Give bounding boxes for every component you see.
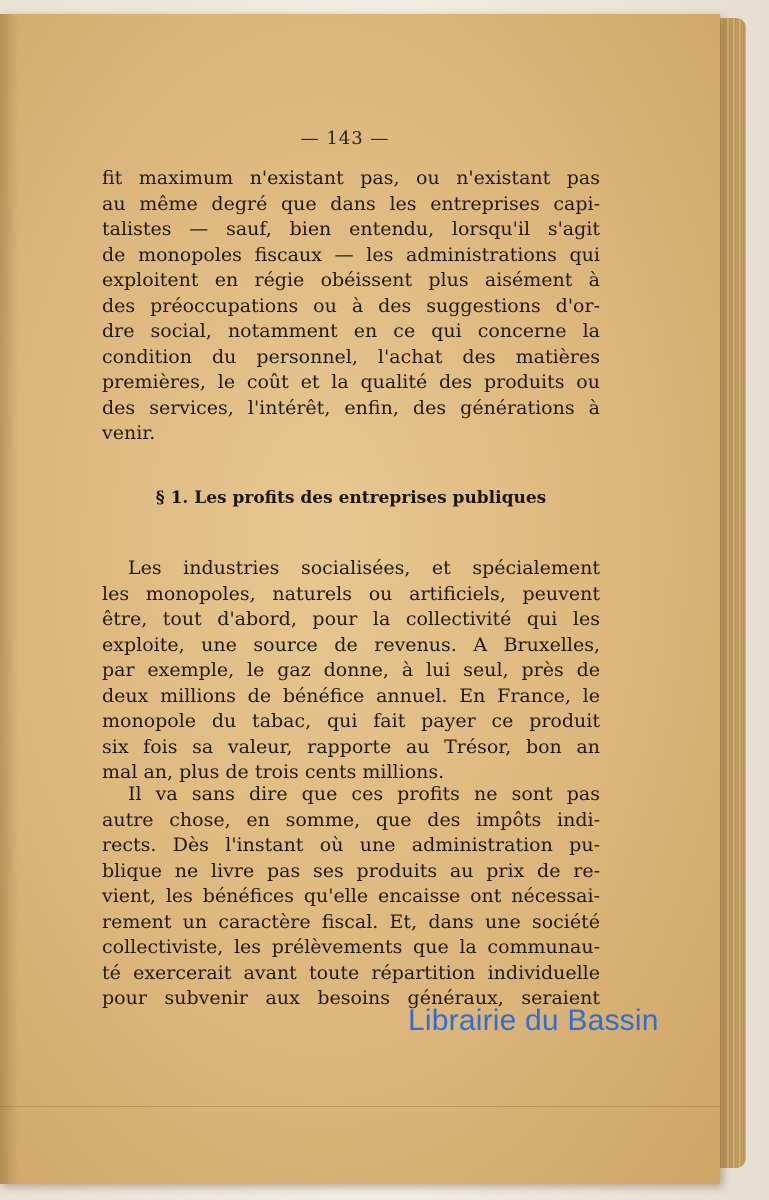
text-line: pour subvenir aux besoins généraux, seraient (102, 987, 600, 1009)
text-line: exploite, une source de revenus. A Bruxelles, (102, 633, 600, 656)
text-line: par exemple, le gaz donne, à lui seul, près de (102, 659, 600, 681)
text-line: rement un caractère fiscal. Et, dans une société (102, 910, 600, 933)
text-line: monopole du tabac, qui fait payer ce produit (102, 710, 600, 732)
paragraph-profits (102, 782, 600, 1012)
text-line: des préoccupations ou à des suggestions d'or- (102, 294, 600, 317)
text-line: six fois sa valeur, rapporte au Trésor, bon an (102, 735, 600, 758)
text-line: Il va sans dire que ces profits ne sont pas (128, 783, 600, 805)
text-line: talistes — sauf, bien entendu, lorsqu'il s'agit (102, 218, 600, 240)
text-line: vient, les bénéfices qu'elle encaisse ont nécessai- (102, 885, 600, 907)
text-line: té exercerait avant toute répartition individuelle (102, 961, 600, 984)
text-line: rects. Dès l'instant où une administration pu- (102, 834, 600, 856)
text-line: collectiviste, les prélèvements que la communau- (102, 936, 600, 958)
text-line: blique ne livre pas ses produits au prix de re- (102, 859, 600, 882)
section-heading: § 1. Les profits des entreprises publiques (155, 488, 547, 508)
text-line: condition du personnel, l'achat des matières (102, 345, 600, 368)
text-line: des services, l'intérêt, enfin, des générations à (102, 396, 600, 419)
text-line: exploitent en régie obéissent plus aisément à (102, 269, 600, 291)
paragraph-monopoles (102, 556, 600, 786)
text-line: dre social, notamment en ce qui concerne la (102, 320, 600, 342)
page-fold-line (0, 1106, 720, 1107)
watermark-text: Librairie du Bassin (408, 1004, 659, 1037)
text-line: Les industries socialisées, et spécialement (128, 557, 600, 579)
text-line: venir. (102, 422, 156, 444)
text-line: de monopoles fiscaux — les administrations qui (102, 243, 600, 266)
text-line: fit maximum n'existant pas, ou n'existant pas (102, 167, 600, 189)
text-line: deux millions de bénéfice annuel. En France, le (102, 684, 600, 707)
text-line: les monopoles, naturels ou artificiels, peuvent (102, 582, 600, 605)
text-line: premières, le coût et la qualité des produits ou (102, 371, 600, 393)
intro-paragraph (102, 166, 600, 447)
text-line: autre chose, en somme, que des impôts indi- (102, 808, 600, 831)
page-gutter-shadow (0, 14, 18, 1184)
page-number: — 143 — (300, 128, 390, 149)
text-line: au même degré que dans les entreprises capi- (102, 192, 600, 215)
text-line: être, tout d'abord, pour la collectivité qui les (102, 608, 600, 630)
text-line: mal an, plus de trois cents millions. (102, 761, 445, 783)
